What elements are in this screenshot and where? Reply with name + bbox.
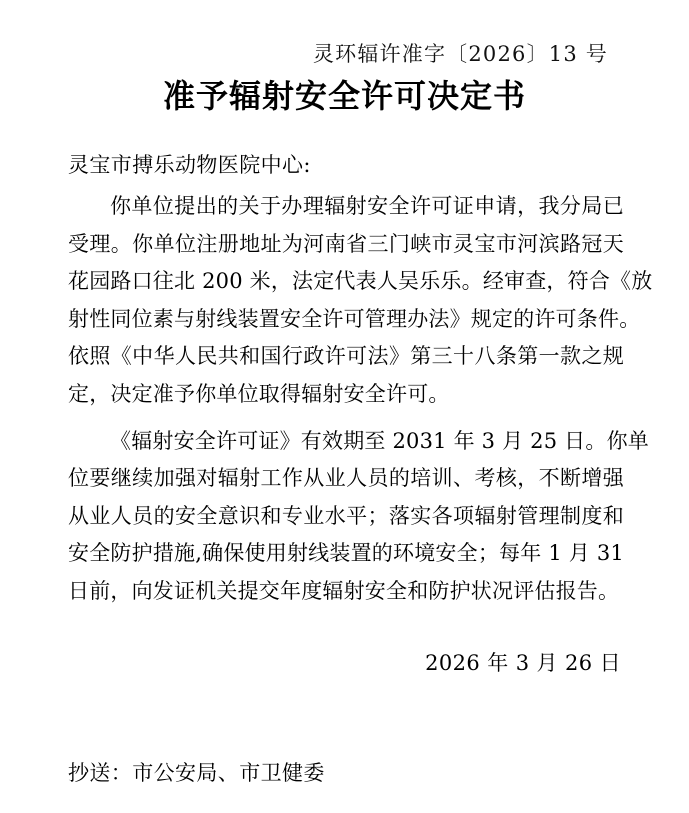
page-title: 准予辐射安全许可决定书 [162, 77, 526, 115]
addressee-line: 灵宝市搏乐动物医院中心: [68, 153, 311, 177]
paragraph-spacer [68, 414, 624, 423]
document-body [68, 150, 653, 611]
body-line: 花园路口往北 200 米，法定代表人吴乐乐。经审查，符合《放 [68, 269, 653, 294]
body-line: 受理。你单位注册地址为河南省三门峡市灵宝市河滨路冠天 [68, 231, 624, 256]
paragraph-approval [68, 188, 653, 414]
body-line: 定，决定准予你单位取得辐射安全许可。 [68, 381, 450, 406]
document-number: 灵环辐许准字〔2026〕13 号 [312, 42, 608, 66]
signature-date: 2026 年 3 月 26 日 [425, 651, 621, 675]
body-line: 射性同位素与射线装置安全许可管理办法》规定的许可条件。 [68, 306, 641, 331]
body-line: 日前，向发证机关提交年度辐射安全和防护状况评估报告。 [68, 578, 620, 603]
body-line: 依照《中华人民共和国行政许可法》第三十八条第一款之规 [68, 344, 624, 369]
paragraph-requirements [68, 423, 649, 611]
body-line: 安全防护措施,确保使用射线装置的环境安全；每年 1 月 31 [68, 541, 624, 566]
body-line: 位要继续加强对辐射工作从业人员的培训、考核，不断增强 [68, 466, 624, 491]
cc-line: 抄送：市公安局、市卫健委 [68, 761, 325, 785]
body-line: 你单位提出的关于办理辐射安全许可证申请，我分局已 [110, 194, 624, 218]
body-line: 从业人员的安全意识和专业水平；落实各项辐射管理制度和 [68, 503, 624, 528]
body-line: 《辐射安全许可证》有效期至 2031 年 3 月 25 日。你单 [110, 428, 649, 453]
